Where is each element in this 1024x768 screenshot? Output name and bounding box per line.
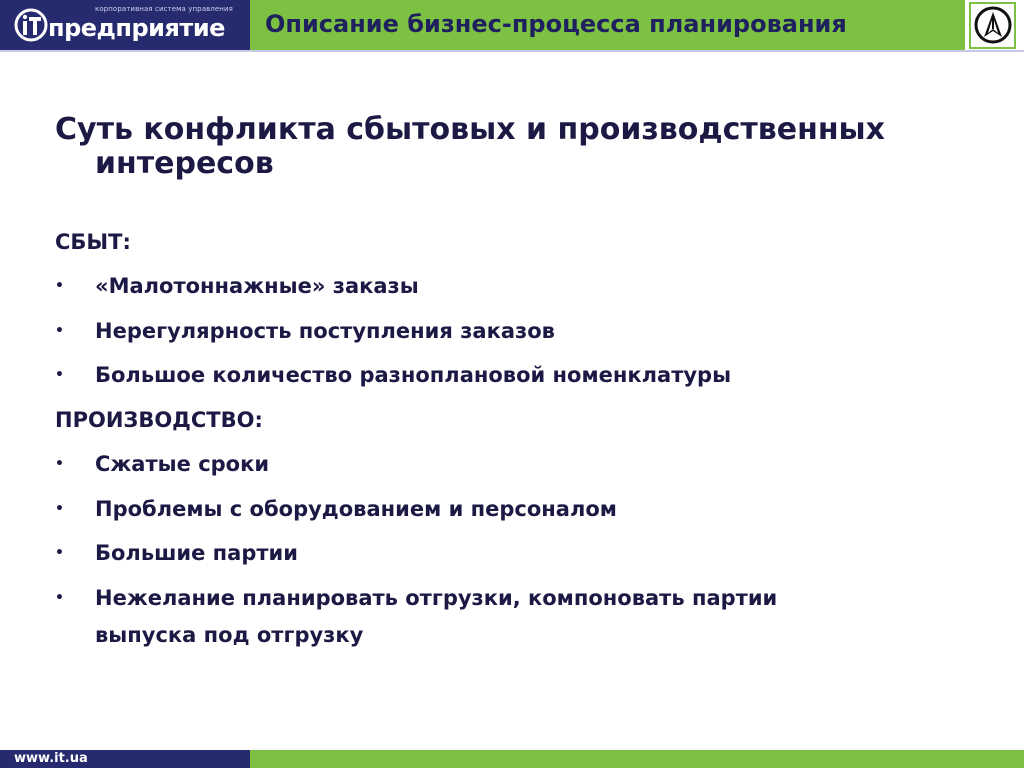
slide-title: [55, 113, 955, 181]
footer-bar-right: [250, 750, 1024, 768]
section-label-sales: СБЫТ:: [55, 230, 131, 254]
bullet-icon: •: [55, 590, 64, 606]
list-item-text: Большие партии: [95, 541, 298, 565]
bullet-icon: •: [55, 501, 64, 517]
list-item: [55, 580, 885, 654]
compass-emblem-icon: [973, 5, 1013, 45]
header: [0, 0, 1024, 54]
list-item: [55, 491, 955, 528]
list-item-text: Сжатые сроки: [95, 452, 270, 476]
company-logo[interactable]: [0, 0, 250, 50]
list-item: [55, 268, 955, 305]
slide-title-line-1: Суть конфликта сбытовых и производственных: [55, 112, 886, 147]
list-item-text: Проблемы с оборудованием и персоналом: [95, 497, 617, 521]
bullet-icon: •: [55, 278, 64, 294]
bullet-icon: •: [55, 545, 64, 561]
list-item-text: Нерегулярность поступления заказов: [95, 319, 555, 343]
list-item-text: Нежелание планировать отгрузки, компоновать партии выпуска под отгрузку: [95, 586, 778, 647]
list-item: [55, 357, 955, 394]
list-item: [55, 446, 955, 483]
slide-title-line-2: интересов: [95, 146, 274, 181]
logo-wordmark: предприятие: [48, 14, 225, 42]
footer-bar-left: [0, 750, 250, 768]
footer-url-link[interactable]: www.it.ua: [14, 751, 88, 766]
list-item: [55, 313, 955, 350]
list-item: [55, 535, 955, 572]
list-item-text: «Малотоннажные» заказы: [95, 274, 419, 298]
header-title-bar: [250, 0, 965, 50]
header-title: Описание бизнес-процесса планирования: [265, 10, 847, 38]
list-item-text: Большое количество разноплановой номенклатуры: [95, 363, 732, 387]
bullet-icon: •: [55, 367, 64, 383]
section-label-production: ПРОИЗВОДСТВО:: [55, 408, 263, 432]
logo-tagline: корпоративная система управления: [95, 5, 233, 13]
emblem: [965, 0, 1024, 50]
it-logo-icon: [14, 8, 48, 42]
bullet-icon: •: [55, 456, 64, 472]
header-divider: [0, 50, 1024, 52]
bullet-icon: •: [55, 323, 64, 339]
